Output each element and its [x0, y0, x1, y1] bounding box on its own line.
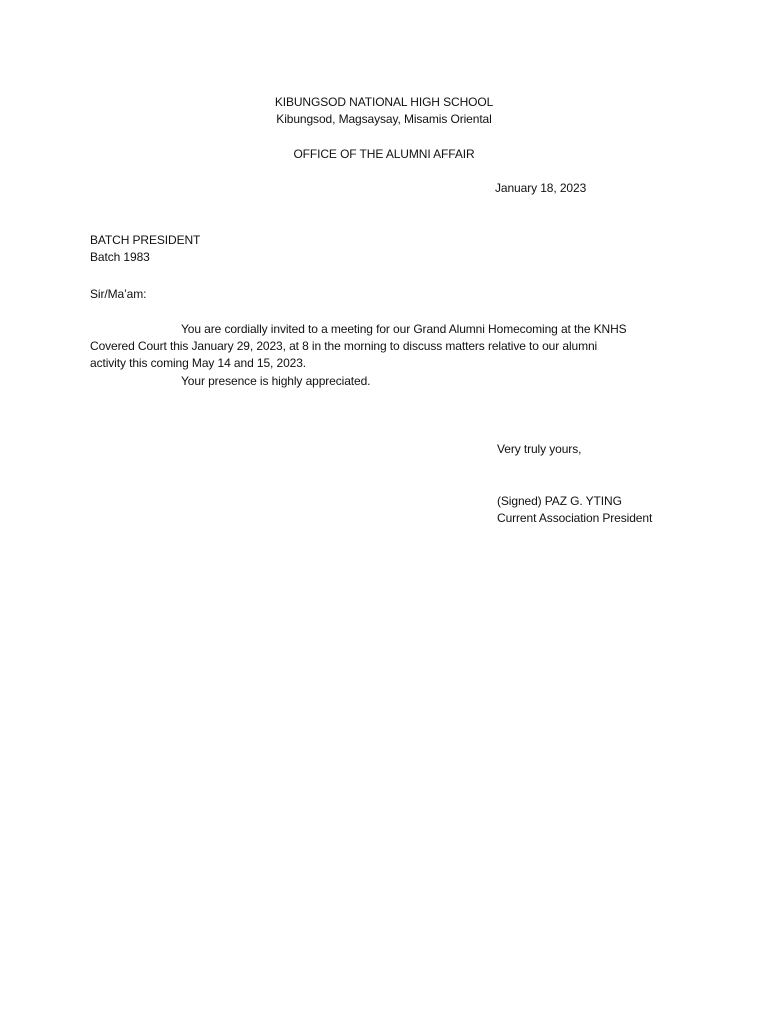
recipient-batch: Batch 1983: [90, 250, 150, 264]
body-line-4: Your presence is highly appreciated.: [181, 374, 371, 388]
signer-title: Current Association President: [497, 511, 653, 525]
closing: Very truly yours,: [497, 442, 582, 456]
body-line-2: Covered Court this January 29, 2023, at 8 in the morning to discuss matters relative to our alumni: [90, 339, 598, 353]
recipient-title: BATCH PRESIDENT: [90, 233, 201, 247]
letter-date: January 18, 2023: [495, 181, 587, 195]
school-name: KIBUNGSOD NATIONAL HIGH SCHOOL: [274, 95, 494, 109]
signer-name: (Signed) PAZ G. YTING: [497, 494, 622, 508]
salutation: Sir/Ma’am:: [90, 287, 147, 301]
body-line-3: activity this coming May 14 and 15, 2023.: [90, 356, 307, 370]
office-name: OFFICE OF THE ALUMNI AFFAIR: [293, 147, 475, 161]
body-line-1: You are cordially invited to a meeting for our Grand Alumni Homecoming at the KNHS: [181, 322, 627, 336]
school-address: Kibungsod, Magsaysay, Misamis Oriental: [276, 112, 492, 126]
